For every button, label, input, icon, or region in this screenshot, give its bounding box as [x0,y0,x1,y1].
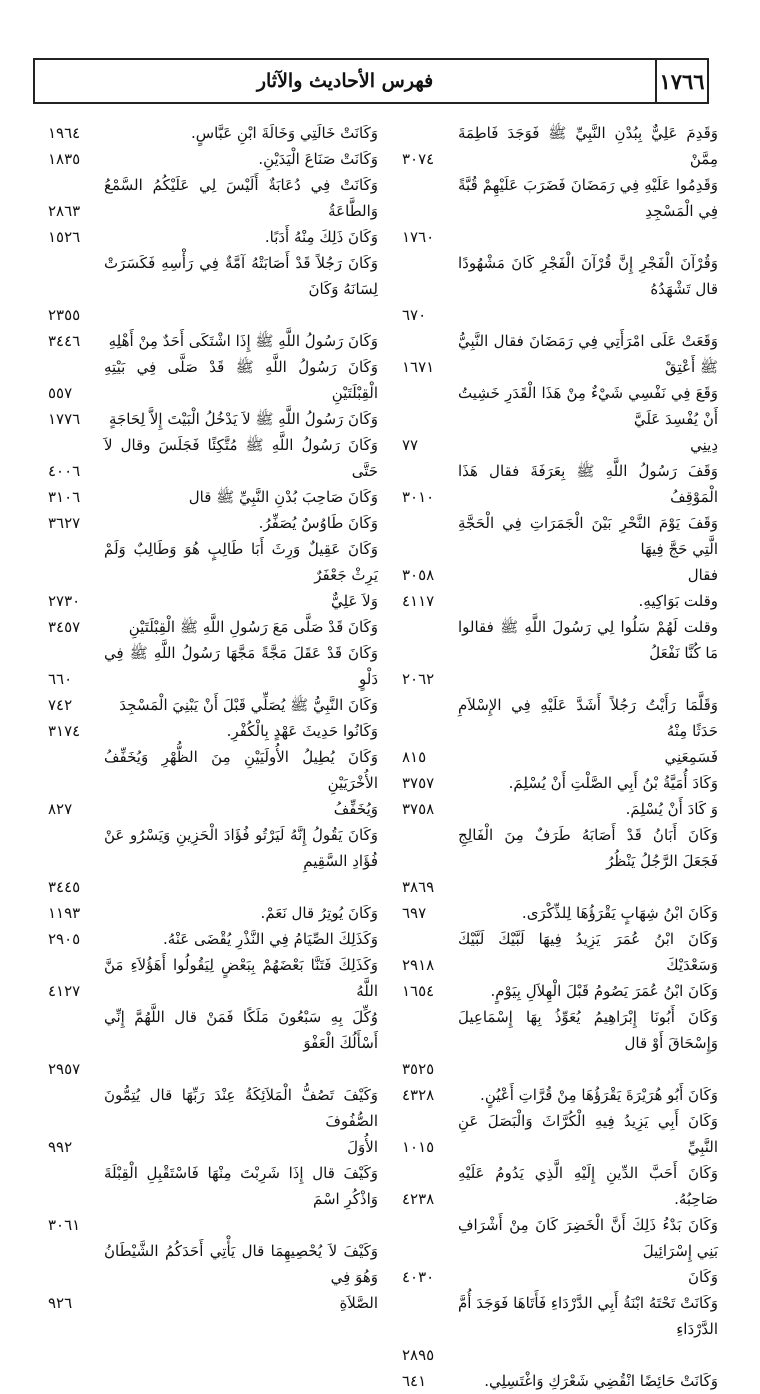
index-entry [402,328,718,380]
entry-text: وَكَانَ ابْنُ عُمَرَ يَصُومُ قَبْلَ الْهِلاَلِ بِيَوْمٍ. [490,982,718,1000]
entry-text: وَقَعَتْ عَلَى امْرَأَتِي فِي رَمَضَانَ فقال النَّبِيُّ ﷺ أَعْتِقْ [458,332,718,376]
index-entry [402,1108,718,1160]
index-entry [402,432,718,458]
entry-hadith-number: ٢٠٦٢ [402,670,435,688]
entry-text: وَكَانَ أَحَبَّ الدِّينِ إِلَيْهِ الَّذِي يَدُومُ عَلَيْهِ صَاحِبُهُ. [458,1164,718,1208]
entry-text: وَكَيْفَ تَصُفُّ الْمَلاَئِكَةُ عِنْدَ رَبِّهَا قال يُتِمُّونَ الصُّفُوفَ [104,1086,378,1130]
entry-text: وَقَلَّمَا رَأَيْتُ رَجُلاً أَشَدَّ عَلَيْهِ فِي الإِسْلاَمِ حَدَثًا مِنْهُ [458,696,718,740]
entry-text: وَكَانَتْ خَالَتِي وَخَالَةَ ابْنِ عَبَّاسٍ. [191,124,378,142]
entry-hadith-number: ٤٣٢٨ [402,1086,435,1104]
entry-hadith-number: ٩٢٦ [48,1294,73,1312]
entry-text: وَكَانَ طَاوُسٌ يُصَفِّرُ. [258,514,378,532]
entry-hadith-number: ٤١١٧ [402,592,435,610]
index-entry [48,250,378,302]
index-entry [48,822,378,874]
entry-text: وَ كَادَ أَنْ يُسْلِمَ. [625,800,718,818]
entry-hadith-number: ٣٤٤٦ [48,332,81,350]
entry-text: وَكَذَلِكَ الصِّيَامُ فِي النَّذْرِ يُقْضَى عَنْهُ. [162,930,378,948]
entry-text: وَكَانَ النَّبِيُّ ﷺ يُصَلِّي قَبْلَ أَنْ يَبْنِيَ الْمَسْجِدَ [119,696,378,714]
entry-hadith-number: ٣٠٥٨ [402,566,435,584]
entry-text: وَقَدِمَ عَلِيٌّ بِبُدْنِ النَّبِيِّ ﷺ فَوَجَدَ فَاطِمَةَ مِمَّنْ [458,124,718,168]
entry-text: وَكَذَلِكَ فَتَنَّا بَعْضَهُمْ بِبَعْضٍ لِيَقُولُوا أَهَؤُلاَءِ مَنَّ اللَّهُ [104,956,378,1000]
index-entry [402,744,718,770]
entry-text: وَكَانَ رَسُولُ اللَّهِ ﷺ مُتَّكِئًا فَجَلَسَ وقال لاَ حَتَّى [104,436,378,480]
entry-text: فقال [687,566,718,584]
page-title: فهرس الأحاديث والآثار [256,70,434,92]
index-entry [48,120,378,146]
entry-text: وَكَادَ أُمَيَّةُ بْنُ أَبِي الصَّلْتِ أَنْ يُسْلِمَ. [508,774,718,792]
entry-text: الأُوَلَ [347,1138,378,1156]
entry-hadith-number: ٣٠٦١ [48,1216,81,1234]
index-entry [48,484,378,510]
entry-hadith-number: ١٥٢٦ [48,228,81,246]
index-entry [48,1290,378,1316]
index-column-left [48,120,378,1316]
index-entry [402,666,718,692]
entry-hadith-number: ٦٤١ [402,1372,427,1390]
entry-text: وَكَانَ رَجُلاً قَدْ أَصَابَتْهُ آمَّةٌ فِي رَأْسِهِ فَكَسَرَتْ لِسَانَهُ وَكَانَ [104,254,378,298]
entry-text: الصَّلاَةِ [339,1294,378,1312]
index-entry [48,718,378,744]
entry-hadith-number: ٣٧٥٧ [402,774,435,792]
entry-text: وَكَانَ أَبُونَا إِبْرَاهِيمُ يُعَوِّذُ بِهَا إِسْمَاعِيلَ وَإِسْحَاقَ أَوْ قال [458,1008,718,1052]
entry-hadith-number: ٤٠٠٦ [48,462,81,480]
index-column-right [402,120,718,1394]
entry-text: وَكَانَ ابْنُ عُمَرَ يَزِيدُ فِيهَا لَبَّيْكَ لَبَّيْكَ وَسَعْدَيْكَ [458,930,718,974]
entry-text: وَكَانَتْ تَحْتَهُ ابْنَةُ أَبِي الدَّرْدَاءِ فَأَتَاهَا فَوَجَدَ أُمَّ الدَّرْدَاءِ [458,1294,718,1338]
entry-text: وَقَعَ فِي نَفْسِي شَيْءٌ مِنْ هَذَا الْقَدَرِ خَشِيتُ أَنْ يُفْسِدَ عَلَيَّ [458,384,718,428]
entry-text: وَكَانَ رَسُولُ اللَّهِ ﷺ لاَ يَدْخُلُ الْبَيْتَ إِلاَّ لِحَاجَةٍ [108,410,378,428]
entry-hadith-number: ٤٠٣٠ [402,1268,435,1286]
entry-hadith-number: ٣٧٥٨ [402,800,435,818]
entry-hadith-number: ٨٢٧ [48,800,73,818]
entry-text: وَكَيْفَ لاَ يُحْصِيهِمَا قال يَأْتِي أَحَدَكُمُ الشَّيْطَانُ وَهُوَ فِي [104,1242,378,1286]
entry-hadith-number: ٣١٧٤ [48,722,81,740]
index-entry [48,614,378,640]
entry-hadith-number: ٤٢٣٨ [402,1190,435,1208]
index-entry [48,536,378,588]
entry-hadith-number: ٣٤٤٥ [48,878,81,896]
entry-text: وَكَانَ عَقِيلٌ وَرِثَ أَبَا طَالِبٍ هُوَ وَطَالِبٌ وَلَمْ يَرِثْ جَعْفَرٌ [104,540,378,584]
entry-text: وَكَانَ صَاحِبَ بُدْنِ النَّبِيِّ ﷺ قال [188,488,378,506]
index-entry [402,1004,718,1056]
index-entry [402,1368,718,1394]
entry-text: وَكَانَ قَدْ عَقَلَ مَجَّةً مَجَّهَا رَسُولُ اللَّهِ ﷺ فِي دَلْوٍ [104,644,378,688]
entry-hadith-number: ٤١٢٧ [48,982,81,1000]
index-entry [48,1134,378,1160]
index-entry [48,692,378,718]
entry-text: وَكَانَتْ حَائِضًا انْقُضِي شَعْرَكِ وَاغْتَسِلِي. [484,1372,718,1390]
entry-text: وَكَانَ يُوتِرُ قال نَعَمْ. [260,904,378,922]
entry-hadith-number: ٢٨٩٥ [402,1346,435,1364]
entry-hadith-number: ٢٣٥٥ [48,306,81,324]
index-entry [48,354,378,406]
entry-text: وَيُخَفِّفُ [333,800,378,818]
index-entry [402,978,718,1004]
index-entry [402,1056,718,1082]
entry-hadith-number: ٦٧٠ [402,306,427,324]
index-entry [48,302,378,328]
entry-text: وقلت بَوَاكِيهِ. [638,592,718,610]
index-entry [48,146,378,172]
entry-hadith-number: ٨١٥ [402,748,427,766]
index-entry [48,952,378,1004]
entry-hadith-number: ١٦٥٤ [402,982,435,1000]
index-entry [402,692,718,744]
index-entry [402,120,718,172]
entry-hadith-number: ١١٩٣ [48,904,81,922]
index-entry [402,822,718,874]
index-entry [402,770,718,796]
entry-hadith-number: ٢٨٦٣ [48,202,81,220]
index-entry [48,1056,378,1082]
index-entry [402,926,718,978]
entry-text: وَكَانَ يُطِيلُ الأُولَيَيْنِ مِنَ الظُّهْرِ وَيُخَفِّفُ الأُخْرَيَيْنِ [104,748,378,792]
entry-text: وَلاَ عَلِيٌّ [331,592,378,610]
index-entry [48,926,378,952]
entry-hadith-number: ٢٩٥٧ [48,1060,81,1078]
entry-text: وَكَانَ أَبَانُ قَدْ أَصَابَهُ طَرَفٌ مِنَ الْفَالِجِ فَجَعَلَ الرَّجُلُ يَنْظُرُ [458,826,718,870]
entry-hadith-number: ١٠١٥ [402,1138,435,1156]
entry-hadith-number: ٣٥٢٥ [402,1060,435,1078]
index-entry [48,1212,378,1238]
header-divider [655,60,657,102]
entry-hadith-number: ٢٩٠٥ [48,930,81,948]
entry-hadith-number: ٥٥٧ [48,384,73,402]
index-entry [402,900,718,926]
index-entry [402,796,718,822]
entry-hadith-number: ٦٦٠ [48,670,73,688]
entry-hadith-number: ٣١٠٦ [48,488,81,506]
index-entry [48,224,378,250]
index-entry [402,380,718,432]
entry-hadith-number: ٩٩٢ [48,1138,73,1156]
index-entry [402,562,718,588]
entry-text: وَكَانَ [688,1268,718,1286]
index-entry [402,588,718,614]
index-entry [48,510,378,536]
index-entry [48,900,378,926]
entry-text: وَقَفَ يَوْمَ النَّحْرِ بَيْنَ الْجَمَرَاتِ فِي الْحَجَّةِ الَّتِي حَجَّ فِيهَا [458,514,718,558]
entry-hadith-number: ١٨٣٥ [48,150,81,168]
entry-hadith-number: ١٧٧٦ [48,410,81,428]
entry-text: وَكَانَ رَسُولُ اللَّهِ ﷺ قَدْ صَلَّى فِي بَيْتِهِ الْقِبْلَتَيْنِ [104,358,378,402]
index-entry [402,1082,718,1108]
entry-hadith-number: ٣٠١٠ [402,488,435,506]
entry-text: فَسَمِعَنِي [664,748,718,766]
index-entry [402,1342,718,1368]
entry-text: وَكَانَ بَدْءُ ذَلِكَ أَنَّ الْخَضِرَ كَانَ مِنْ أَشْرَافِ بَنِي إِسْرَائِيلَ [458,1216,718,1260]
index-entry [402,1212,718,1264]
entry-hadith-number: ٢٧٣٠ [48,592,81,610]
entry-hadith-number: ٢٩١٨ [402,956,435,974]
index-entry [402,172,718,224]
index-entry [402,874,718,900]
entry-hadith-number: ٦٩٧ [402,904,427,922]
page-number: ١٧٦٦ [659,68,705,94]
entry-text: وَكَانَ ذَلِكَ مِنْهُ أَدَبًا. [264,228,378,246]
entry-hadith-number: ١٦٧١ [402,358,435,376]
entry-text: وَكَانَتْ فِي دُعَابَةٌ أَلَيْسَ لِي عَلَيْكُمُ السَّمْعُ وَالطَّاعَةُ [104,176,378,220]
entry-text: وَقَفَ رَسُولُ اللَّهِ ﷺ بِعَرَفَةَ فقال هَذَا الْمَوْقِفُ [458,462,718,506]
index-entry [402,510,718,562]
entry-text: وَقُرْآنَ الْفَجْرِ إِنَّ قُرْآنَ الْفَجْرِ كَانَ مَشْهُودًا قال تَشْهَدُهُ [458,254,718,298]
entry-text: دِينِي [690,436,718,454]
index-entry [402,302,718,328]
entry-text: وَكَانُوا حَدِيثَ عَهْدٍ بِالْكُفْرِ. [226,722,378,740]
entry-text: وَكَانَ يَقُولُ إِنَّهُ لَيَرْتُو فُؤَادَ الْحَزِينِ وَيَسْرُو عَنْ فُؤَادِ السَّقِيمِ [104,826,378,870]
index-entry [48,1082,378,1134]
entry-hadith-number: ٧٧ [402,436,419,454]
index-entry [48,874,378,900]
entry-text: وُكِّلَ بِهِ سَبْعُونَ مَلَكًا فَمَنْ قال اللَّهُمَّ إِنِّي أَسْأَلُكَ الْعَفْوَ [104,1008,378,1052]
entry-hadith-number: ٣٦٢٧ [48,514,81,532]
index-entry [402,1160,718,1212]
index-entry [402,224,718,250]
entry-hadith-number: ٣٤٥٧ [48,618,81,636]
entry-text: وَكَانَ ابْنُ شِهَابٍ يَقْرَؤُهَا لِلذِّكْرَى. [521,904,718,922]
index-entry [402,1290,718,1342]
entry-hadith-number: ٧٤٢ [48,696,73,714]
entry-text: وَكَانَ قَدْ صَلَّى مَعَ رَسُولِ اللَّهِ ﷺ الْقِبْلَتَيْنِ [128,618,378,636]
entry-hadith-number: ٣٠٧٤ [402,150,435,168]
index-entry [48,172,378,224]
entry-text: وَكَانَ أَبُو هُرَيْرَةَ يَقْرَؤُهَا مِنْ قُرَّاتِ أَعْيُنٍ. [480,1086,718,1104]
index-entry [48,588,378,614]
index-entry [48,796,378,822]
index-entry [48,744,378,796]
entry-hadith-number: ٣٨٦٩ [402,878,435,896]
index-entry [402,458,718,510]
entry-text: وَكَانَ أَبِي يَزِيدُ فِيهِ الْكُرَّاثَ وَالْبَصَلَ عَنِ النَّبِيِّ [458,1112,718,1156]
entry-hadith-number: ١٧٦٠ [402,228,435,246]
index-entry [48,640,378,692]
index-entry [402,614,718,666]
index-entry [48,1004,378,1056]
index-entry [48,328,378,354]
entry-text: وقلت لَهُمْ سَلُوا لِي رَسُولَ اللَّهِ ﷺ فقالوا مَا كُنَّا نَفْعَلُ [458,618,718,662]
index-entry [48,1238,378,1290]
index-entry [48,406,378,432]
index-entry [402,1264,718,1290]
entry-text: وَقَدِمُوا عَلَيْهِ فِي رَمَضَانَ فَضَرَبَ عَلَيْهِمْ قُبَّةً فِي الْمَسْجِدِ [458,176,718,220]
entry-text: وَكَانَ رَسُولُ اللَّهِ ﷺ إِذَا اشْتَكَى أَحَدٌ مِنْ أَهْلِهِ [108,332,378,350]
index-entry [402,250,718,302]
page-header [33,58,709,104]
index-entry [48,432,378,484]
entry-text: وَكَانَتْ صَنَاعَ الْيَدَيْنِ. [258,150,378,168]
entry-text: وَكَيْفَ قال إِذَا شَرِبْتَ مِنْهَا فَاسْتَقْبِلِ الْقِبْلَةَ وَاذْكُرِ اسْمَ [104,1164,378,1208]
index-entry [48,1160,378,1212]
entry-hadith-number: ١٩٦٤ [48,124,81,142]
